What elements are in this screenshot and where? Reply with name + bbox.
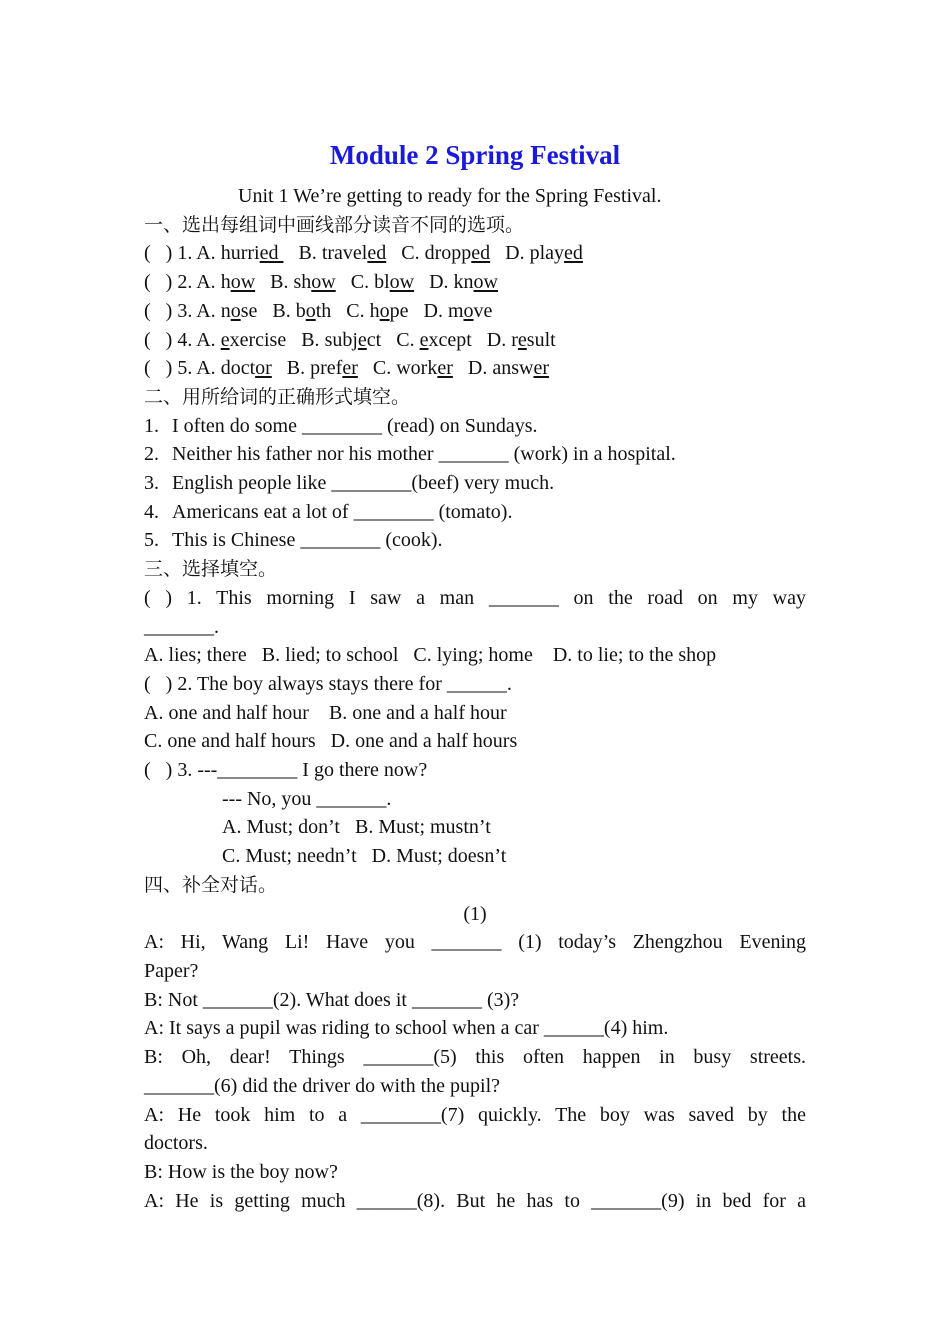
option-letter: B. — [301, 328, 320, 351]
dialogue-part-label: (1) — [463, 902, 487, 925]
fill-in-item — [144, 469, 806, 498]
unit-subtitle: Unit 1 We’re getting to ready for the Spring Festival. — [238, 185, 662, 207]
option — [298, 242, 386, 264]
option-letter: B. — [298, 242, 317, 265]
underlined-part: or — [255, 357, 272, 380]
option-letter: D. — [505, 242, 525, 265]
phonics-item — [144, 268, 806, 297]
option-letter: D. — [429, 271, 449, 294]
underlined-part: ow — [230, 271, 256, 294]
q1-stem-line1: ( ) 1. This morning I saw a man _______ on the road on my way — [144, 586, 806, 609]
item-text: Americans eat a lot of ________ (tomato). — [172, 500, 513, 523]
fill-in-item — [144, 412, 806, 441]
item-text: This is Chinese ________ (cook). — [172, 529, 443, 552]
word-part: h — [220, 271, 231, 294]
option-letter: C. — [350, 271, 370, 294]
answer-parenthesis[interactable]: ( ) — [144, 271, 173, 294]
word-part: subj — [324, 328, 358, 351]
option-letter: C. — [346, 299, 365, 322]
answer-parenthesis[interactable]: ( ) — [144, 299, 173, 322]
document-page — [144, 138, 806, 1215]
word-part: ct — [366, 328, 382, 351]
word-part: m — [447, 299, 464, 322]
dialogue-line: Paper? — [144, 959, 199, 982]
word-part: dropp — [424, 242, 472, 265]
q3-stem: ( ) 3. ---________ I go there now? — [144, 759, 428, 782]
option — [468, 357, 549, 379]
item-number: 4. — [177, 328, 193, 351]
item-number: 3. — [177, 299, 193, 322]
word-part: pe — [389, 299, 409, 322]
answer-parenthesis[interactable]: ( ) — [144, 328, 173, 351]
option-letter: A. — [196, 271, 216, 294]
item-number: 2. — [144, 443, 159, 466]
underlined-part: o — [463, 299, 474, 322]
section2-heading: 二、用所给词的正确形式填空。 — [144, 385, 411, 408]
word-part: bl — [374, 271, 390, 294]
option — [196, 300, 257, 322]
underlined-part: e — [357, 328, 367, 351]
dialogue-line: doctors. — [144, 1132, 208, 1155]
word-part: work — [396, 357, 438, 380]
item-text: Neither his father nor his mother _______ (work) in a hospital. — [172, 443, 676, 466]
dialogue-line: A: It says a pupil was riding to school when a car ______(4) him. — [144, 1017, 669, 1040]
word-part: n — [220, 299, 231, 322]
section4-heading: 四、补全对话。 — [144, 873, 278, 896]
q2-stem: ( ) 2. The boy always stays there for ______. — [144, 672, 512, 695]
answer-parenthesis[interactable]: ( ) — [144, 242, 173, 265]
underlined-part: ed — [471, 242, 491, 265]
dialogue-line: A: Hi, Wang Li! Have you _______ (1) today’s Zhengzhou Evening — [144, 931, 806, 954]
fill-in-item — [144, 498, 806, 527]
word-part: answ — [492, 357, 534, 380]
dialogue-line: B: How is the boy now? — [144, 1160, 338, 1183]
word-part: xercise — [229, 328, 287, 351]
option-letter: A. — [196, 357, 216, 380]
underlined-part: ed — [259, 242, 284, 265]
word-part: th — [315, 299, 332, 322]
item-text: I often do some ________ (read) on Sundays. — [172, 414, 538, 437]
underlined-part: er — [533, 357, 549, 380]
option — [429, 271, 498, 293]
option — [346, 300, 408, 322]
option — [351, 271, 414, 293]
section3-heading: 三、选择填空。 — [144, 558, 278, 581]
word-part: sh — [293, 271, 312, 294]
dialogue-line: A: He took him to a ________(7) quickly. The boy was saved by the — [144, 1103, 806, 1126]
option — [272, 300, 331, 322]
option-letter: B. — [272, 299, 291, 322]
option — [301, 329, 381, 351]
item-number: 5. — [177, 357, 193, 380]
fill-in-item — [144, 440, 806, 469]
q1-stem-line2: _______. — [144, 615, 219, 638]
item-text: English people like ________(beef) very much. — [172, 472, 555, 495]
word-part: xcept — [428, 328, 472, 351]
underlined-part: ed — [564, 242, 583, 265]
option — [196, 271, 255, 293]
word-part: h — [369, 299, 380, 322]
option-letter: B. — [286, 357, 306, 380]
option-letter: C. — [372, 357, 392, 380]
item-number: 4. — [144, 500, 159, 523]
word-part: play — [529, 242, 565, 265]
item-number: 2. — [177, 271, 193, 294]
underlined-part: ed — [367, 242, 387, 265]
option-letter: A. — [196, 328, 216, 351]
dialogue-line: B: Not _______(2). What does it _______ (3)? — [144, 988, 520, 1011]
item-number: 5. — [144, 529, 159, 552]
option-letter: C. — [396, 328, 415, 351]
section1-items — [144, 239, 806, 383]
underlined-part: ow — [473, 271, 498, 294]
underlined-part: o — [230, 299, 241, 322]
underlined-part: ow — [311, 271, 336, 294]
word-part: r — [511, 328, 518, 351]
option-letter: A. — [196, 242, 216, 265]
option-letter: C. — [401, 242, 420, 265]
phonics-item — [144, 297, 806, 326]
underlined-part: er — [437, 357, 453, 380]
word-part: travel — [321, 242, 368, 265]
option — [196, 242, 283, 264]
underlined-part: e — [220, 328, 230, 351]
word-part: hurri — [220, 242, 260, 265]
q2-options-cd: C. one and half hours D. one and a half hours — [144, 730, 518, 753]
word-part: se — [240, 299, 258, 322]
option — [287, 357, 358, 379]
option-letter: D. — [423, 299, 443, 322]
q3-reply: --- No, you _______. — [222, 787, 392, 810]
option — [373, 357, 453, 379]
option-letter: D. — [486, 328, 507, 351]
phonics-item — [144, 239, 806, 268]
option — [401, 242, 490, 264]
underlined-part: ow — [389, 271, 415, 294]
q3-options-ab: A. Must; don’t B. Must; mustn’t — [222, 816, 491, 839]
q2-options-ab: A. one and half hour B. one and a half hour — [144, 701, 507, 724]
option — [270, 271, 336, 293]
q3-options-cd: C. Must; needn’t D. Must; doesn’t — [222, 845, 507, 868]
item-number: 1. — [144, 414, 159, 437]
section2-items — [144, 412, 806, 556]
option — [424, 300, 493, 322]
option-letter: B. — [270, 271, 289, 294]
option-letter: D. — [467, 357, 488, 380]
dialogue-line: B: Oh, dear! Things _______(5) this often happen in busy streets. — [144, 1046, 806, 1069]
word-part: ve — [473, 299, 493, 322]
word-part: sult — [526, 328, 556, 351]
underlined-part: er — [342, 357, 358, 380]
word-part: doct — [220, 357, 256, 380]
option — [196, 329, 286, 351]
word-part: pref — [310, 357, 343, 380]
phonics-item — [144, 326, 806, 355]
underlined-part: o — [305, 299, 316, 322]
underlined-part: o — [379, 299, 390, 322]
word-part: b — [295, 299, 306, 322]
dialogue — [144, 928, 806, 1215]
page-title: Module 2 Spring Festival — [329, 140, 621, 170]
dialogue-line: A: He is getting much ______(8). But he has to _______(9) in bed for a — [144, 1189, 806, 1212]
item-number: 3. — [144, 472, 159, 495]
item-number: 1. — [177, 242, 193, 265]
option-letter: A. — [196, 299, 216, 322]
word-part: kn — [453, 271, 474, 294]
fill-in-item — [144, 526, 806, 555]
dialogue-line: _______(6) did the driver do with the pupil? — [144, 1074, 501, 1097]
option — [487, 329, 556, 351]
q1-options: A. lies; there B. lied; to school C. lying; home D. to lie; to the shop — [144, 644, 717, 667]
underlined-part: e — [517, 328, 527, 351]
phonics-item — [144, 354, 806, 383]
option — [505, 242, 583, 264]
underlined-part: e — [419, 328, 429, 351]
answer-parenthesis[interactable]: ( ) — [144, 357, 173, 380]
option — [196, 357, 272, 379]
section1-heading: 一、选出每组词中画线部分读音不同的选项。 — [144, 213, 525, 236]
option — [396, 329, 472, 351]
